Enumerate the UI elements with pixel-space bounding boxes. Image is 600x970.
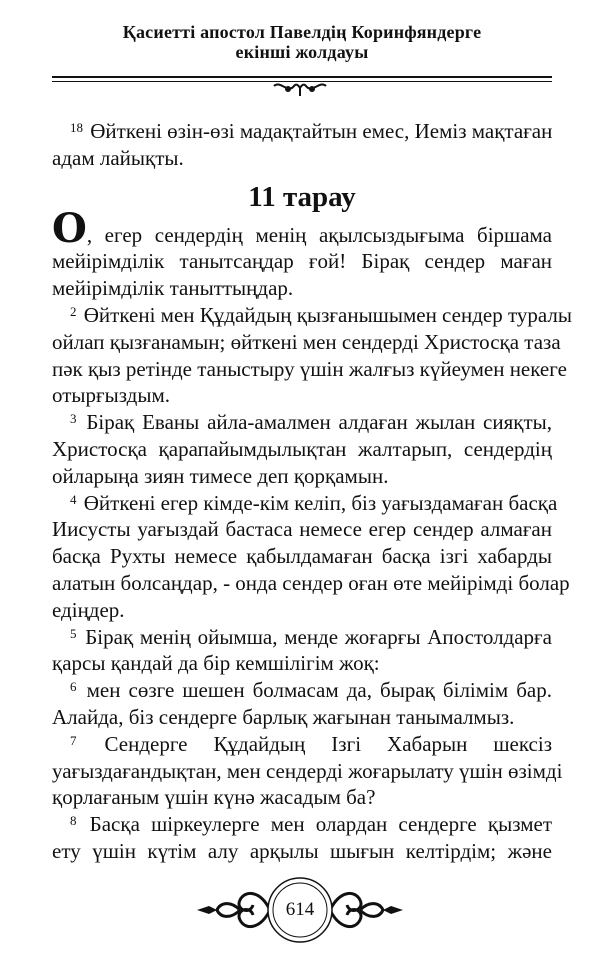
header-title-line1: Қасиетті апостол Павелдің Коринфяндерге: [122, 22, 482, 42]
verse-text: уағыздағандықтан, мен сендерді жоғарылату үшін өзімді: [52, 758, 563, 783]
verse-text: , егер сендердің менің ақылсыздығыма біршама: [86, 222, 552, 247]
verse-number: 5: [70, 625, 77, 641]
verse-number: 6: [70, 679, 77, 695]
header-title-line2: екінші жолдауы: [235, 42, 369, 62]
verse-text: Алайда, біз сендерге барлық жағынан танымалмыз.: [52, 704, 515, 729]
verse-number: 18: [70, 120, 83, 135]
verse-7: [52, 731, 563, 811]
verse-18: [52, 118, 552, 172]
running-header: [52, 22, 552, 62]
verse-text: қорлағаным үшін күнә жасадым ба?: [52, 785, 376, 810]
header-rule: [52, 76, 552, 78]
verse-8: [52, 811, 552, 865]
verse-text: пәк қыз ретінде таныстыру үшін жалғыз күйеумен некеге: [52, 356, 567, 381]
drop-cap: О: [52, 204, 87, 252]
verse-number: 8: [70, 813, 77, 829]
verse-text: ойлап қызғанамын; өйткені мен сендерді Христосқа таза: [52, 329, 561, 354]
verse-text: басқа Рухты немесе қабылдамаған басқа ізгі хабарды: [52, 544, 552, 569]
verse-text: Христосқа қарапайымдылықтан жалтарып, сендердің: [52, 436, 552, 461]
verse-text: Басқа шіркеулерге мен олардан сендерге қызмет: [89, 812, 552, 837]
page-number: 614: [285, 899, 315, 920]
verse-text: едіңдер.: [52, 597, 125, 622]
verse-text: алатын болсаңдар, - онда сендер оған өте мейірімді болар: [52, 570, 570, 595]
verse-number: 2: [70, 303, 77, 319]
verse-1: [52, 204, 552, 302]
header-ornament-icon: [270, 80, 330, 98]
verse-text: мен сөзге шешен болмасам да, бырақ білімім бар.: [86, 678, 552, 703]
verse-5: [52, 624, 552, 678]
verse-text: адам лайықты.: [52, 145, 184, 170]
verse-number: 3: [70, 411, 77, 427]
page-body: [52, 118, 572, 865]
verse-text: Сендерге Құдайдың Ізгі Хабарын шексіз: [104, 731, 553, 756]
verse-4: [52, 490, 570, 624]
verse-text: Өйткені өзін-өзі мадақтайтын емес, Иеміз мақтаған: [90, 119, 553, 143]
page-footer: [195, 875, 405, 945]
verse-2: [52, 302, 572, 409]
verse-text: ету үшін күтім алу арқылы шығын келтірдім; және: [52, 838, 552, 863]
verse-text: мейірімділік танытсаңдар ғой! Бірақ сендер маған: [52, 249, 552, 274]
verse-text: Өйткені егер кімде-кім келіп, біз уағыздамаған басқа: [83, 490, 558, 515]
verse-text: Бірақ Еваны айла-амалмен алдаған жылан сияқты,: [86, 410, 553, 435]
verse-6: [52, 677, 552, 731]
verse-text: Иисусты уағыздай бастаса немесе егер сендер алмаған: [52, 517, 552, 542]
verse-text: қарсы қандай да бір кемшілігім жоқ:: [52, 651, 380, 676]
verse-text: Бірақ менің ойымша, менде жоғарғы Апостолдарға: [85, 624, 552, 649]
verse-text: ойларыңа зиян тимесе деп қорқамын.: [52, 463, 389, 488]
verse-3: [52, 409, 552, 489]
verse-number: 4: [70, 491, 77, 507]
verse-list: [52, 302, 572, 865]
verse-text: мейірімділік таныттыңдар.: [52, 276, 294, 301]
verse-number: 7: [70, 732, 77, 748]
chapter-title: 11 тарау: [248, 180, 356, 213]
verse-text: отырғыздым.: [52, 383, 170, 408]
verse-text: Өйткені мен Құдайдың қызғанышымен сендер туралы: [83, 302, 572, 327]
